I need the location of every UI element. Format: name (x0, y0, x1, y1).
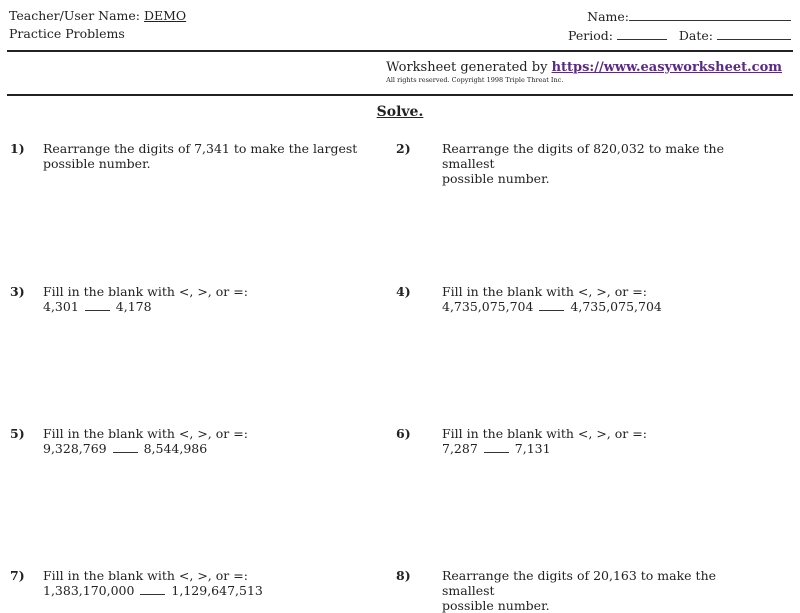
worksheet-header-right (568, 7, 791, 45)
comparison-line (442, 299, 772, 314)
problem-number: 7) (10, 568, 25, 583)
worksheet-subtitle: Practice Problems (9, 26, 125, 41)
left-number: 9,328,769 (43, 441, 107, 456)
header-divider-bottom (7, 94, 793, 96)
problem-number: 2) (396, 141, 411, 156)
problem-number: 1) (10, 141, 25, 156)
problem-number: 8) (396, 568, 411, 583)
name-blank[interactable] (629, 7, 791, 21)
period-blank[interactable] (617, 26, 667, 40)
date-label: Date: (678, 28, 714, 43)
teacher-line (9, 7, 186, 25)
problem-text (442, 426, 772, 456)
answer-blank[interactable] (539, 299, 564, 311)
generator-credit (386, 60, 782, 85)
problem-text (442, 284, 772, 314)
problem-line: Rearrange the digits of 20,163 to make the smallest (442, 568, 717, 598)
left-number: 4,735,075,704 (442, 299, 534, 314)
answer-blank[interactable] (113, 441, 138, 453)
problem-line: possible number. (442, 171, 550, 186)
generator-link[interactable]: https://www.easyworksheet.com (551, 60, 782, 75)
copyright-text: All rights reserved. Copyright 1998 Triple Threat Inc. (386, 76, 564, 84)
generator-line (386, 60, 782, 76)
problem-line: Fill in the blank with <, >, or =: (43, 284, 248, 299)
problem-text (43, 284, 373, 314)
comparison-line (442, 441, 772, 456)
problem-number: 3) (10, 284, 25, 299)
answer-blank[interactable] (140, 583, 165, 595)
header-divider-top (7, 50, 793, 52)
problem-line: Rearrange the digits of 7,341 to make the largest (43, 141, 358, 156)
left-number: 4,301 (43, 299, 79, 314)
comparison-line (43, 583, 373, 598)
problem-line: Fill in the blank with <, >, or =: (43, 568, 248, 583)
right-number: 4,178 (115, 299, 152, 314)
comparison-line (43, 299, 373, 314)
problem-text (442, 141, 772, 186)
period-label: Period: (568, 28, 613, 43)
problem-text (442, 568, 772, 613)
generator-prefix: Worksheet generated by (386, 60, 552, 75)
problem-number: 5) (10, 426, 25, 441)
problem-line: Fill in the blank with <, >, or =: (442, 284, 647, 299)
problem-text (43, 426, 373, 456)
problem-text (43, 568, 373, 598)
teacher-label: Teacher/User Name: (9, 8, 140, 23)
right-number: 7,131 (514, 441, 551, 456)
answer-blank[interactable] (484, 441, 509, 453)
left-number: 1,383,170,000 (43, 583, 135, 598)
period-date-line (568, 26, 791, 45)
teacher-name: DEMO (143, 8, 187, 23)
left-number: 7,287 (442, 441, 478, 456)
date-blank[interactable] (717, 26, 791, 40)
problem-number: 4) (396, 284, 411, 299)
problem-line: Fill in the blank with <, >, or =: (43, 426, 248, 441)
name-label: Name: (587, 9, 629, 24)
name-line (568, 7, 791, 26)
problem-line: Fill in the blank with <, >, or =: (442, 426, 647, 441)
problem-number: 6) (396, 426, 411, 441)
problem-line: possible number. (43, 156, 151, 171)
problem-text (43, 141, 373, 171)
section-title: Solve. (376, 104, 424, 120)
answer-blank[interactable] (85, 299, 110, 311)
problem-line: Rearrange the digits of 820,032 to make the smallest (442, 141, 724, 171)
problem-line: possible number. (442, 598, 550, 613)
worksheet-header-left (9, 7, 186, 43)
right-number: 4,735,075,704 (570, 299, 662, 314)
right-number: 8,544,986 (143, 441, 208, 456)
right-number: 1,129,647,513 (171, 583, 263, 598)
comparison-line (43, 441, 373, 456)
